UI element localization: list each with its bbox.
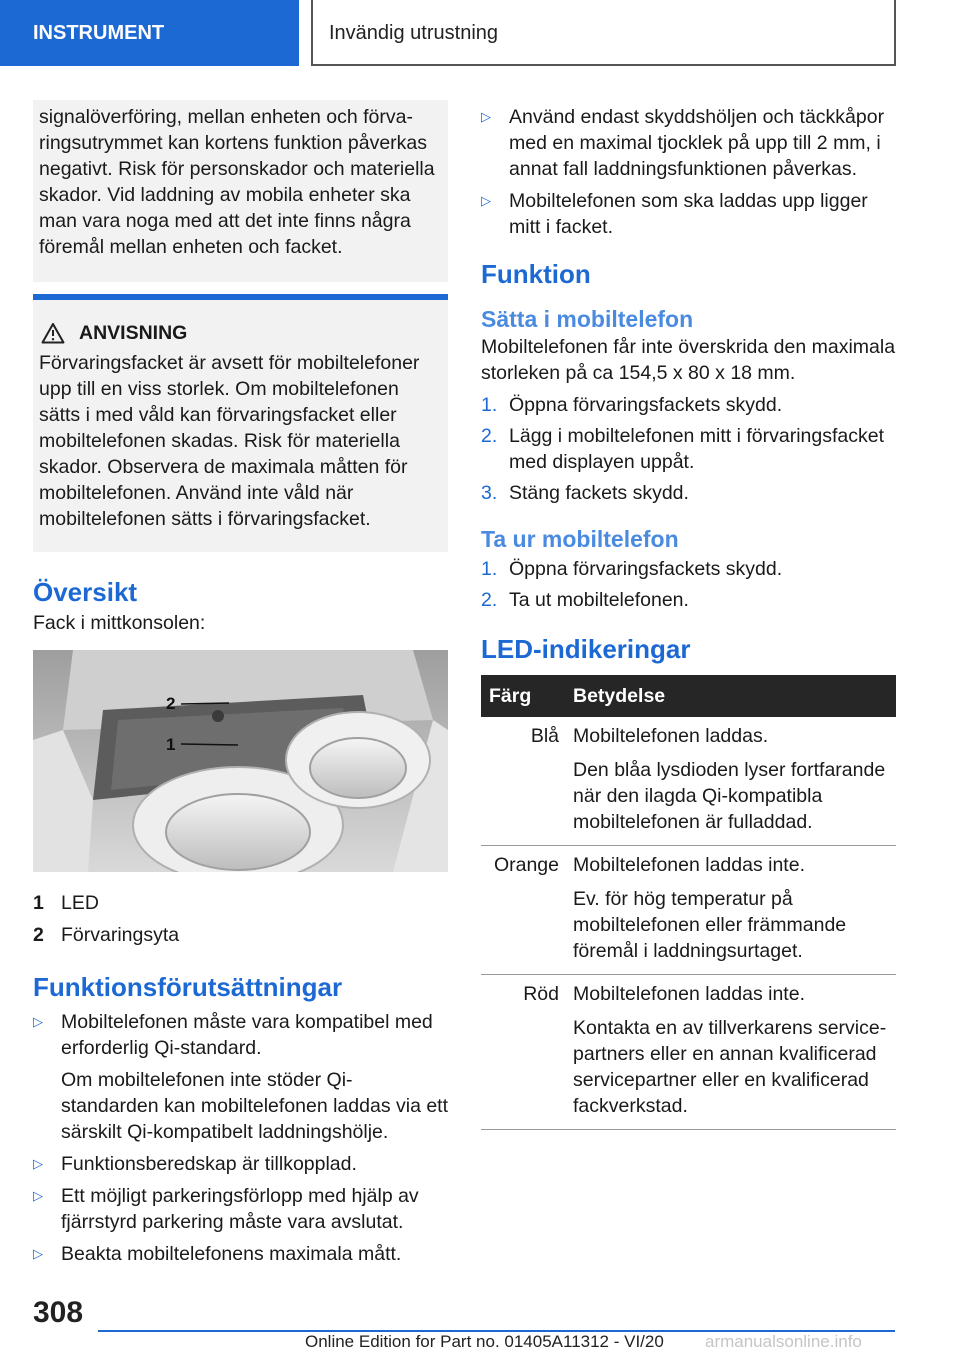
legend-label: LED (61, 892, 99, 914)
led-meaning-cell (565, 846, 896, 975)
triangle-bullet-icon: ▷ (33, 1014, 43, 1029)
step-text: Öppna förvaringsfackets skydd. (509, 394, 783, 416)
footer-edition: Online Edition for Part no. 01405A11312 - VI/20 (305, 1332, 664, 1351)
led-meaning-cell (565, 975, 896, 1130)
led-color: Orange (481, 846, 565, 975)
led-meaning-cell (565, 717, 896, 846)
remove-steps (481, 556, 896, 613)
center-console-photo (33, 650, 448, 872)
right-column (481, 100, 896, 1130)
insert-phone-intro: Mobiltelefonen får inte överskrida den maximala storleken på ca 154,5 x 80 x 18 mm. (481, 336, 896, 384)
list-item-text: Använd endast skyddshöljen och täckkåpor med en maximal tjocklek på upp till 2 mm, i annat fall laddningsfunktionen påverkas. (509, 106, 885, 180)
remove-phone-heading: Ta ur mobiltelefon (481, 526, 679, 552)
list-item (33, 1183, 448, 1235)
led-detail: Den blåa lysdioden lyser fortfarande när den ilagda Qi-kompatibla mobiltelefonen är fulladdad. (573, 759, 886, 833)
step-text: Ta ut mobiltelefonen. (509, 589, 689, 611)
requirements-list (33, 1009, 448, 1267)
page-number: 308 (33, 1296, 84, 1329)
triangle-bullet-icon: ▷ (33, 1246, 43, 1261)
list-item (481, 104, 896, 182)
continued-note-box (33, 100, 448, 282)
step-item (481, 392, 896, 418)
page-header (0, 0, 960, 66)
triangle-bullet-icon: ▷ (33, 1188, 43, 1203)
led-color: Blå (481, 717, 565, 846)
warning-text: Förvaringsfacket är avsett för mobiltelefoner upp till en viss storlek. Om mobiltelefonen sätts i med våld kan förvaringsfacket eller mobiltelefonen skadas. Risk för materiella skador. Observera de maximala måtten för mobiltelefonen. Använd inte våld när mobiltelefonen sätts i förvaringsfacket. (39, 352, 420, 530)
led-table (481, 675, 896, 1130)
list-item (33, 1151, 448, 1177)
list-item (33, 1241, 448, 1267)
requirements-list-continued (481, 104, 896, 240)
triangle-bullet-icon: ▷ (33, 1156, 43, 1171)
led-meaning: Mobiltelefonen laddas. (573, 725, 769, 747)
photo-legend (33, 887, 448, 951)
led-heading: LED-indikeringar (481, 634, 691, 664)
column-header-color: Färg (481, 675, 565, 717)
step-item (481, 587, 896, 613)
list-item-text: Ett möjligt parkeringsförlopp med hjälp av fjärrstyrd parkering måste vara avslutat. (61, 1185, 419, 1233)
warning-triangle-icon (41, 322, 65, 344)
step-item (481, 556, 896, 582)
continued-note-text: signalöverföring, mellan enheten och förvaringsutrymmet kan kortens funktion påverkas negativt. Risk för personskador och materiella skador. Vid laddning av mobila enheter ska man vara noga med att det inte finns några föremål mellan enheten och facket. (39, 106, 435, 258)
list-item (33, 1009, 448, 1145)
list-item (481, 188, 896, 240)
callout-1: 1 (166, 735, 176, 754)
legend-number: 2 (33, 924, 44, 946)
callout-2: 2 (166, 694, 176, 713)
insert-phone-heading: Sätta i mobiltelefon (481, 306, 694, 332)
step-number: 2. (481, 589, 498, 611)
triangle-bullet-icon: ▷ (481, 193, 491, 208)
step-text: Stäng fackets skydd. (509, 482, 689, 504)
function-heading: Funktion (481, 259, 591, 289)
overview-heading: Översikt (33, 577, 138, 607)
step-number: 1. (481, 394, 498, 416)
led-meaning: Mobiltelefonen laddas inte. (573, 983, 805, 1005)
step-number: 2. (481, 425, 498, 447)
legend-number: 1 (33, 892, 44, 914)
chapter-title: Invändig utrustning (311, 0, 896, 66)
table-row (481, 846, 896, 975)
watermark: armanualsonline.info (705, 1332, 862, 1351)
triangle-bullet-icon: ▷ (481, 109, 491, 124)
warning-header (39, 320, 442, 346)
list-item-text: Beakta mobiltelefonens maximala mått. (61, 1243, 402, 1265)
led-detail: Ev. för hög temperatur på mobiltelefonen eller främmande föremål i laddningsurtaget. (573, 888, 847, 962)
step-item (481, 423, 896, 475)
warning-title: ANVISNING (79, 322, 188, 344)
legend-item (33, 887, 448, 919)
table-row (481, 975, 896, 1130)
table-row (481, 717, 896, 846)
warning-box (33, 294, 448, 552)
overview-intro: Fack i mittkonsolen: (33, 612, 206, 634)
legend-item (33, 919, 448, 951)
table-header-row (481, 675, 896, 717)
step-number: 3. (481, 482, 498, 504)
step-item (481, 480, 896, 506)
legend-label: Förvaringsyta (61, 924, 180, 946)
list-item-text: Funktionsberedskap är tillkopplad. (61, 1153, 357, 1175)
step-text: Lägg i mobiltelefonen mitt i förvaringsfacket med displayen uppåt. (509, 425, 885, 473)
section-label: INSTRUMENT (0, 0, 299, 66)
list-item-text: Mobiltelefonen måste vara kompatibel med erforderlig Qi-standard. (61, 1011, 433, 1059)
left-column (33, 100, 448, 1273)
column-header-meaning: Betydelse (565, 675, 896, 717)
list-item-extra: Om mobiltelefonen inte stöder Qi-standarden kan mobiltelefonen laddas via ett särskilt Qi-kompatibelt laddningshölje. (61, 1069, 449, 1143)
step-text: Öppna förvaringsfackets skydd. (509, 558, 783, 580)
requirements-heading: Funktionsförutsättningar (33, 972, 343, 1002)
led-color: Röd (481, 975, 565, 1130)
step-number: 1. (481, 558, 498, 580)
list-item-text: Mobiltelefonen som ska laddas upp ligger mitt i facket. (509, 190, 868, 238)
led-meaning: Mobiltelefonen laddas inte. (573, 854, 805, 876)
insert-steps (481, 392, 896, 506)
led-detail: Kontakta en av tillverkarens servicepartners eller en annan kvalificerad servicepartner eller en kvalificerad fackverkstad. (573, 1017, 887, 1117)
